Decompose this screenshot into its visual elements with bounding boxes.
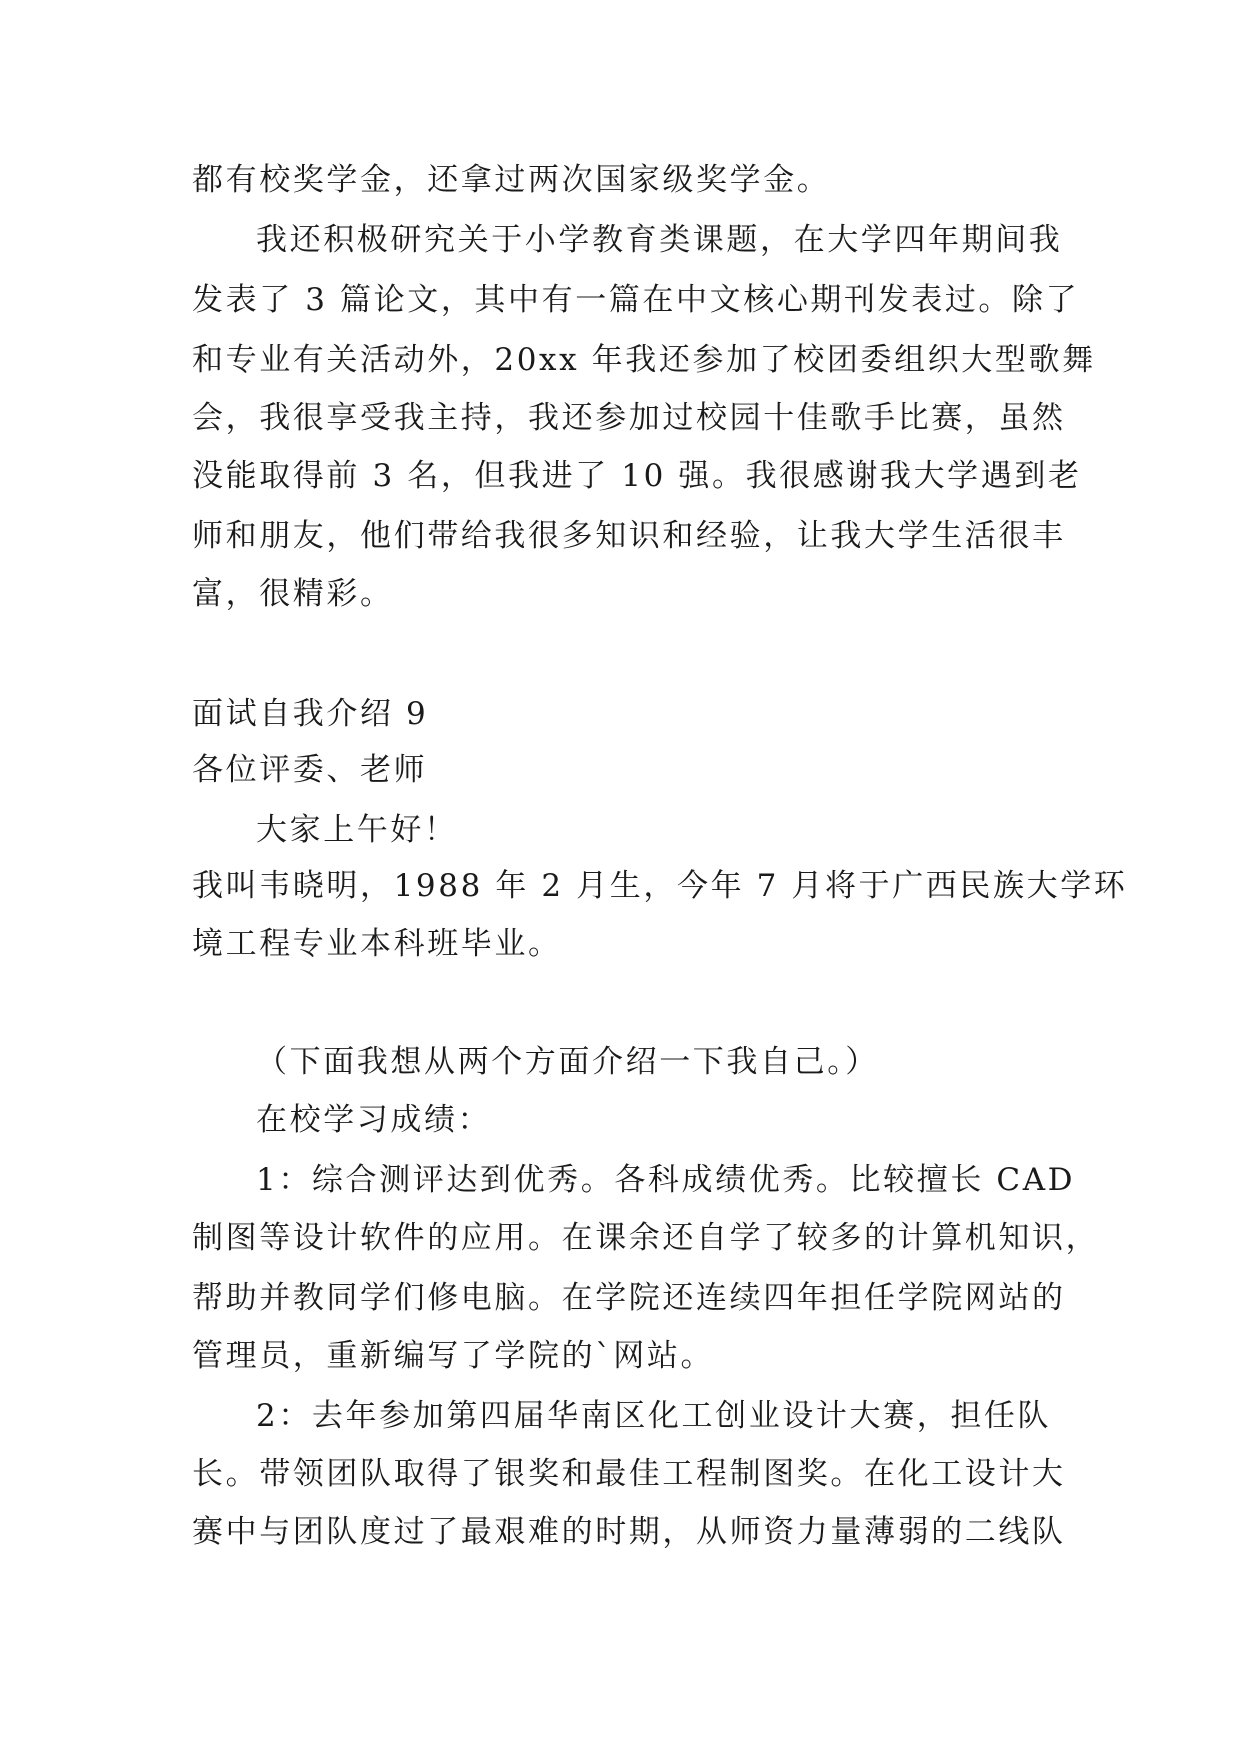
- greeting: 大家上午好！: [256, 812, 458, 848]
- paragraph-line: 境工程专业本科班毕业。: [192, 926, 562, 962]
- paragraph-line: 制图等设计软件的应用。在课余还自学了较多的计算机知识，: [192, 1220, 1100, 1256]
- paragraph-line: 没能取得前 3 名，但我进了 10 强。我很感谢我大学遇到老: [192, 458, 1082, 494]
- subheading: 在校学习成绩：: [256, 1102, 492, 1138]
- paragraph-line: 1：综合测评达到优秀。各科成绩优秀。比较擅长 CAD: [256, 1162, 1076, 1198]
- paragraph-line: 会，我很享受我主持，我还参加过校园十佳歌手比赛，虽然: [192, 400, 1066, 436]
- paragraph-line: 我叫韦晓明，1988 年 2 月生，今年 7 月将于广西民族大学环: [192, 868, 1128, 904]
- paragraph-line: 帮助并教同学们修电脑。在学院还连续四年担任学院网站的: [192, 1280, 1066, 1316]
- paragraph-line: 2：去年参加第四届华南区化工创业设计大赛，担任队: [256, 1398, 1052, 1434]
- paragraph-line: 富，很精彩。: [192, 576, 394, 612]
- paragraph-line: 管理员，重新编写了学院的`网站。: [192, 1338, 715, 1374]
- paragraph-line: （下面我想从两个方面介绍一下我自己。）: [256, 1044, 879, 1080]
- paragraph-line: 我还积极研究关于小学教育类课题，在大学四年期间我: [256, 222, 1063, 258]
- paragraph-line: 师和朋友，他们带给我很多知识和经验，让我大学生活很丰: [192, 518, 1066, 554]
- paragraph-line: 发表了 3 篇论文，其中有一篇在中文核心期刊发表过。除了: [192, 282, 1080, 318]
- salutation: 各位评委、老师: [192, 752, 428, 788]
- paragraph-line: 和专业有关活动外，20xx 年我还参加了校团委组织大型歌舞: [192, 342, 1096, 378]
- paragraph-line: 赛中与团队度过了最艰难的时期，从师资力量薄弱的二线队: [192, 1514, 1066, 1550]
- paragraph-line: 长。带领团队取得了银奖和最佳工程制图奖。在化工设计大: [192, 1456, 1066, 1492]
- paragraph-line: 都有校奖学金，还拿过两次国家级奖学金。: [192, 162, 831, 198]
- section-heading: 面试自我介绍 9: [192, 696, 429, 732]
